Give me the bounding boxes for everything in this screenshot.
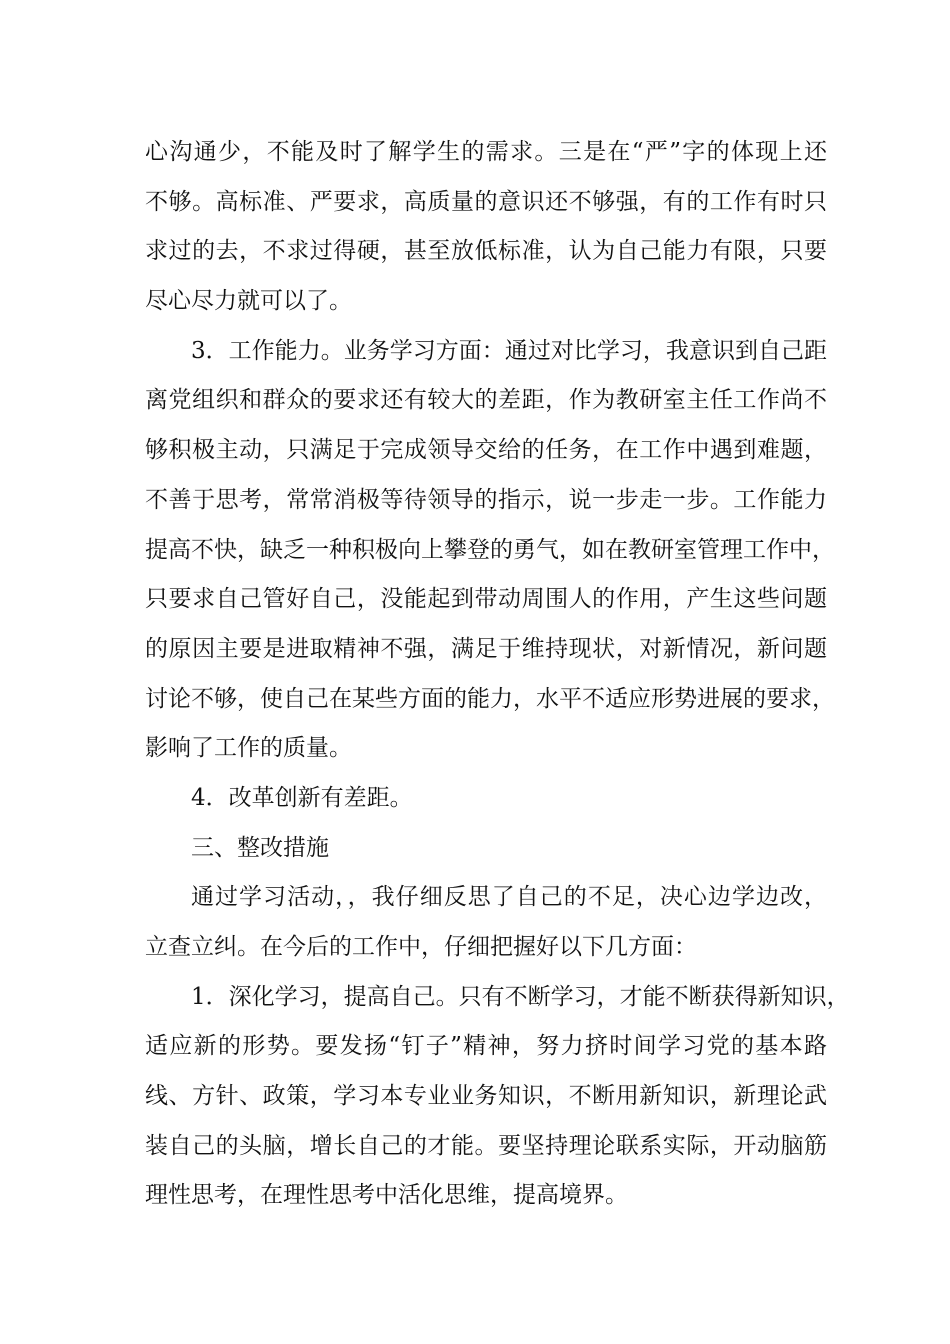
text-line: 线、方针、政策，学习本专业业务知识，不断用新知识，新理论武	[145, 1083, 827, 1110]
text-line: 只要求自己管好自己，没能起到带动周围人的作用，产生这些问题	[145, 586, 827, 613]
text-line: 离党组织和群众的要求还有较大的差距，作为教研室主任工作尚不	[145, 387, 827, 414]
text-line: 立查立纠。在今后的工作中，仔细把握好以下几方面：	[145, 934, 697, 960]
text-line: 不够。高标准、严要求，高质量的意识还不够强，有的工作有时只	[145, 188, 827, 215]
text-line: 4．改革创新有差距。	[191, 784, 413, 811]
text-line: 通过学习活动，，我仔细反思了自己的不足，决心边学边改，	[191, 884, 827, 911]
text-line: 讨论不够，使自己在某些方面的能力，水平不适应形势进展的要求，	[145, 685, 835, 712]
text-line: 不善于思考，常常消极等待领导的指示，说一步走一步。工作能力	[145, 486, 827, 513]
text-line: 适应新的形势。要发扬“钉子”精神，努力挤时间学习党的基本路	[145, 1033, 827, 1060]
text-line: 提高不快，缺乏一种积极向上攀登的勇气，如在教研室管理工作中，	[145, 536, 835, 563]
text-line: 1．深化学习，提高自己。只有不断学习，才能不断获得新知识，	[191, 983, 850, 1010]
text-line: 3．工作能力。业务学习方面：通过对比学习，我意识到自己距	[191, 337, 827, 364]
text-line: 装自己的头脑，增长自己的才能。要坚持理论联系实际，开动脑筋	[145, 1132, 827, 1159]
text-line: 理性思考，在理性思考中活化思维，提高境界。	[145, 1182, 628, 1209]
text-line: 三、整改措施	[191, 834, 329, 861]
text-line: 够积极主动，只满足于完成领导交给的任务，在工作中遇到难题，	[145, 437, 827, 464]
document-body	[145, 128, 850, 1221]
text-line: 的原因主要是进取精神不强，满足于维持现状，对新情况，新问题	[145, 635, 827, 662]
text-line: 尽心尽力就可以了。	[145, 288, 352, 315]
text-line: 心沟通少，不能及时了解学生的需求。三是在“严”字的体现上还	[145, 139, 827, 165]
text-line: 影响了工作的质量。	[145, 735, 352, 762]
text-line: 求过的去，不求过得硬，甚至放低标准，认为自己能力有限，只要	[145, 238, 827, 265]
